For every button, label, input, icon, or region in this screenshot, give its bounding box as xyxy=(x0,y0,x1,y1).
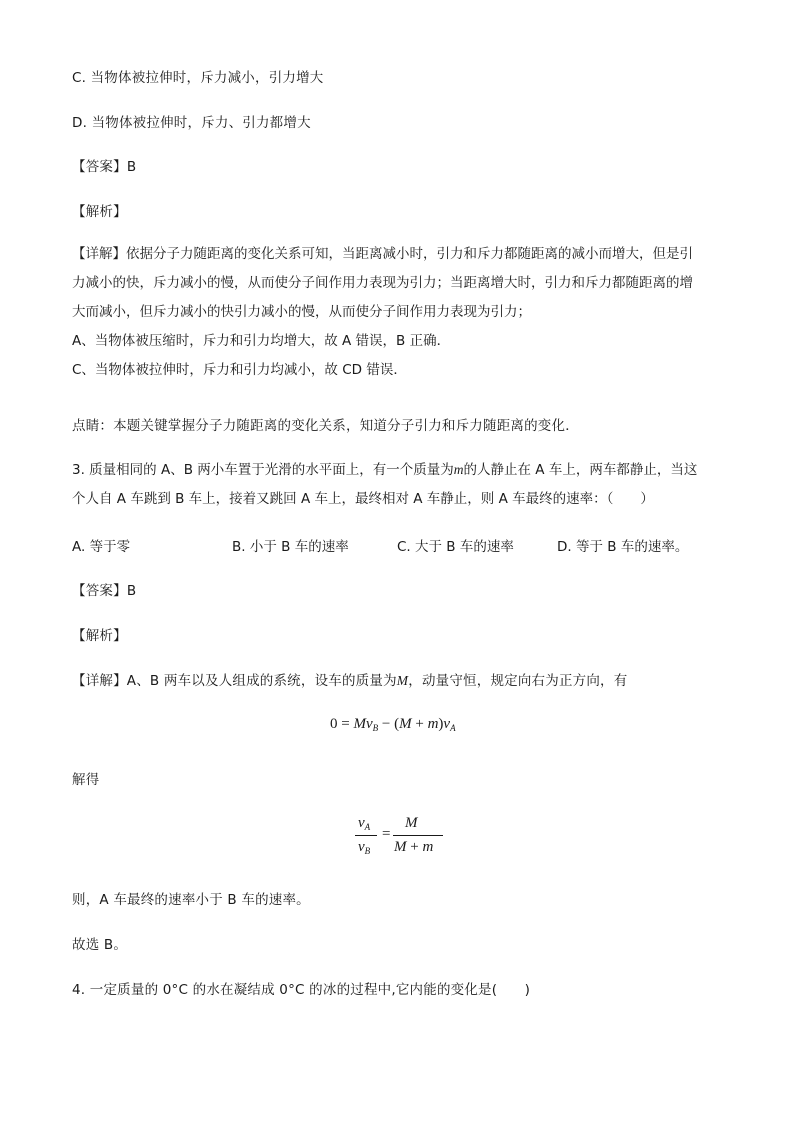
q3-solve-label: 解得 xyxy=(72,772,100,788)
q3-option-b: B. 小于 B 车的速率 xyxy=(232,539,349,555)
eq-term: M xyxy=(353,716,366,732)
ratio-rhs-denominator: M + m xyxy=(394,839,434,855)
q3-conclusion: 则，A 车最终的速率小于 B 车的速率。 xyxy=(72,892,310,908)
ratio-denominator: $v_B$ xyxy=(358,839,371,856)
q3-answer xyxy=(72,579,136,599)
q2-analysis-label: 【解析】 xyxy=(72,204,127,220)
answer-label: 【答案】 xyxy=(72,583,127,599)
answer-value: B xyxy=(126,159,137,175)
eq-subscript: A xyxy=(450,723,456,733)
eq-term: m xyxy=(427,716,439,732)
eq-sign: ) xyxy=(438,716,444,732)
q2-tip: 点睛：本题关键掌握分子力随距离的变化关系，知道分子引力和斥力随距离的变化． xyxy=(72,418,579,434)
detail-line: 力减小的快，斥力减小的慢，从而使分子间作用力表现为引力；当距离增大时，引力和斥力都随距离的增 xyxy=(72,275,693,291)
detail-text: 【详解】A、B 两车以及人组成的系统，设车的质量为 xyxy=(72,673,397,689)
eq-subscript: B xyxy=(372,723,379,733)
ratio-numerator: $v_A$ xyxy=(358,815,371,832)
q3-stem-line2: 个人自 A 车跳到 B 车上，接着又跳回 A 车上，最终相对 A 车静止，则 A 车最终的速率：（ ） xyxy=(72,491,654,507)
mass-variable: m xyxy=(453,462,464,477)
ratio-rhs-numerator: M xyxy=(405,815,418,831)
eq-term: v xyxy=(365,716,373,732)
q3-analysis-label: 【解析】 xyxy=(72,628,127,644)
q2-detail xyxy=(72,240,727,385)
fraction-bar xyxy=(393,835,443,836)
detail-text: ，动量守恒，规定向右为正方向，有 xyxy=(408,673,628,689)
explain-a: A、当物体被压缩时，斥力和引力均增大，故 A 错误，B 正确． xyxy=(72,333,451,349)
detail-line: 【详解】依据分子力随距离的变化关系可知，当距离减小时，引力和斥力都随距离的减小而增大，但是引 xyxy=(72,246,693,262)
q2-option-d: D. 当物体被拉伸时，斥力、引力都增大 xyxy=(72,115,311,131)
detail-line: 大而减小，但斥力减小的快引力减小的慢，从而使分子间作用力表现为引力； xyxy=(72,304,531,320)
momentum-equation xyxy=(330,716,456,733)
q3-option-d: D. 等于 B 车的速率。 xyxy=(557,539,689,555)
q2-option-c: C. 当物体被拉伸时，斥力减小，引力增大 xyxy=(72,70,324,86)
q3-choose: 故选 B。 xyxy=(72,937,128,953)
eq-sign: + xyxy=(411,716,428,732)
q4-stem: 4. 一定质量的 0°C 的水在凝结成 0°C 的冰的过程中,它内能的变化是( ) xyxy=(72,982,531,998)
explain-c: C、当物体被拉伸时，斥力和引力均减小，故 CD 错误． xyxy=(72,362,407,378)
fraction-bar xyxy=(355,835,377,836)
q3-option-a: A. 等于零 xyxy=(72,539,131,555)
eq-term: v xyxy=(443,716,451,732)
car-mass-variable: M xyxy=(396,673,409,688)
q3-detail xyxy=(72,669,627,689)
eq-term: M xyxy=(399,716,412,732)
answer-label: 【答案】 xyxy=(72,159,127,175)
q3-option-c: C. 大于 B 车的速率 xyxy=(397,539,514,555)
eq-term: 0 xyxy=(330,716,338,732)
eq-sign: = xyxy=(382,826,391,842)
q3-stem xyxy=(72,455,727,514)
answer-value: B xyxy=(126,583,137,599)
q3-stem-line1 xyxy=(72,455,727,485)
velocity-ratio-equation xyxy=(355,812,445,862)
eq-sign: − ( xyxy=(378,716,400,732)
stem-text: 3. 质量相同的 A、B 两小车置于光滑的水平面上，有一个质量为 xyxy=(72,462,454,478)
q2-answer xyxy=(72,155,136,175)
stem-text: 的人静止在 A 车上，两车都静止，当这 xyxy=(463,462,698,478)
eq-sign: = xyxy=(337,716,354,732)
